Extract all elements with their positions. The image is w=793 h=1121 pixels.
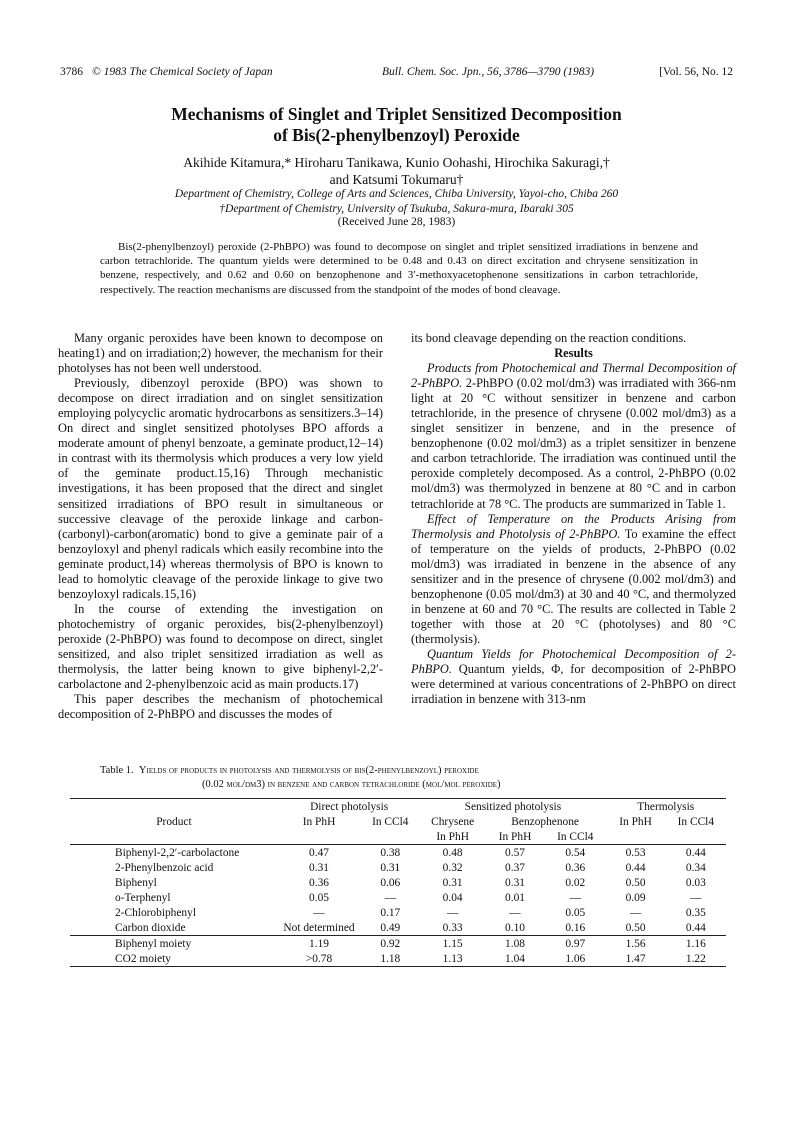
header-ccl4: In CCl4 <box>372 815 409 828</box>
paragraph-continued: its bond cleavage depending on the reaction conditions. <box>411 331 687 345</box>
header-phh: In PhH <box>619 815 652 828</box>
table-cell: 0.44 <box>625 861 646 874</box>
table-cell: 0.53 <box>625 846 646 859</box>
table-cell: 0.44 <box>685 921 706 934</box>
paragraph-lead: Products from Photochemical and Thermal Decomposition of 2-PhBPO. <box>411 361 736 391</box>
table-cell: 0.36 <box>565 861 586 874</box>
table-caption <box>100 764 700 792</box>
authors <box>0 154 793 188</box>
column-right <box>411 331 736 707</box>
row-label: Biphenyl <box>115 876 157 889</box>
table-row <box>70 845 726 861</box>
section-heading-results: Results <box>554 346 593 361</box>
table-cell: 0.31 <box>309 861 329 874</box>
table-cell: 0.34 <box>685 861 706 874</box>
table-cell: — <box>509 906 521 919</box>
table-cell: — <box>446 906 459 919</box>
paragraph <box>411 512 736 647</box>
table-cell: 0.54 <box>565 846 586 859</box>
affiliation-1: Department of Chemistry, College of Arts and Sciences, Chiba University, Yayoi-cho, Chiba 260 <box>174 188 619 200</box>
running-header <box>60 66 733 84</box>
table-row <box>70 875 726 890</box>
header-phh: In PhH <box>436 830 469 843</box>
table-cell: 1.18 <box>380 952 401 965</box>
header-thermolysis: Thermolysis <box>637 800 695 813</box>
table-cell: 0.05 <box>565 906 586 919</box>
row-label: Carbon dioxide <box>115 921 186 934</box>
table-cell: 1.56 <box>625 937 646 950</box>
affiliations <box>0 187 793 217</box>
table-cell: 0.31 <box>380 861 401 874</box>
table-cell: 0.31 <box>505 876 525 889</box>
authors-line-2: and Katsumi Tokumaru† <box>329 172 464 187</box>
table-cell: 1.47 <box>625 952 646 965</box>
title-line-1: Mechanisms of Singlet and Triplet Sensitized Decomposition <box>171 104 622 124</box>
table-cell: 0.09 <box>625 891 646 904</box>
table-row <box>70 936 726 952</box>
table-cell: 0.38 <box>380 846 401 859</box>
table-cell: >0.78 <box>305 952 333 965</box>
table-cell: Not determined <box>283 921 355 934</box>
table-cell: 0.10 <box>505 921 525 934</box>
header-ccl4: In CCl4 <box>677 815 715 828</box>
table-cell: 0.50 <box>625 876 646 889</box>
column-left <box>58 331 383 722</box>
table-cell: 0.49 <box>380 921 401 934</box>
row-label: Biphenyl-2,2′-carbolactone <box>115 846 240 859</box>
table-cell: 0.06 <box>380 876 401 889</box>
table-cell: 0.92 <box>380 937 401 950</box>
table-cell: 1.08 <box>505 937 525 950</box>
header-product: Product <box>156 815 192 828</box>
table-row <box>70 920 726 936</box>
table-cell: 0.05 <box>309 891 329 904</box>
table-cell: — <box>629 906 642 919</box>
journal-citation: Bull. Chem. Soc. Jpn., 56, 3786—3790 (1983) <box>382 66 595 78</box>
paragraph <box>411 361 736 511</box>
table-row <box>70 860 726 875</box>
row-label: 2-Chlorobiphenyl <box>115 906 196 919</box>
header-benzophenone: Benzophenone <box>511 815 579 828</box>
row-label: CO2 moiety <box>115 952 172 965</box>
table-cell: — <box>384 891 396 904</box>
table-label: Table 1. <box>100 765 134 776</box>
table-cell: 1.13 <box>442 952 463 965</box>
table-cell: — <box>313 906 325 919</box>
title-line-2: of Bis(2-phenylbenzoyl) Peroxide <box>273 125 520 145</box>
table-cell: 0.35 <box>685 906 706 919</box>
paragraph: This paper describes the mechanism of photochemical decomposition of 2-PhBPO and discusses the modes of <box>58 692 383 722</box>
paragraph-text: To examine the effect of temperature on the yields of products, 2-PhBPO (0.02 mol/dm3) was irradiated in benzene in the absence of any sensitizer and in the presence of chrysene (0.002 mol/dm3) and benzophenone (0.05 mol/dm3) at 30 and 40 °C, and thermolyzed in benzene at 60 and 70 °C. The results are collected in Table 2 together with those at 20 °C (photolyses) and 80 °C (thermolysis). <box>411 526 736 646</box>
paper-title <box>0 104 793 146</box>
table-cell: 1.15 <box>442 937 463 950</box>
table-cell: 1.19 <box>309 937 329 950</box>
header-phh: In PhH <box>302 815 336 828</box>
table-cell: — <box>690 891 702 904</box>
table-cell: 0.44 <box>685 846 706 859</box>
table-cell: 0.04 <box>442 891 463 904</box>
caption-line-1: Yields of products in photolysis and thermolysis of bis(2-phenylbenzoyl) peroxide <box>138 765 479 776</box>
paragraph: Many organic peroxides have been known to decompose on heating1) and on irradiation;2) however, the mechanism for their photolyses has not been well understood. <box>58 331 383 376</box>
table-cell: 0.47 <box>309 846 329 859</box>
table-cell: 0.01 <box>505 891 525 904</box>
header-sensitized: Sensitized photolysis <box>464 800 562 813</box>
table-cell: 0.48 <box>442 846 463 859</box>
paragraph-text: 2-PhBPO (0.02 mol/dm3) was irradiated with 366-nm light at 20 °C without sensitizer in benzene and carbon tetrachloride, in the presence of chrysene (0.002 mol/dm3) as a singlet sensitizer in benzene, and in the presence of benzophenone (0.02 mol/dm3) as a triplet sensitizer in benzene and carbon tetrachloride. The irradiation was continued until the peroxide completely decomposed. As a control, 2-PhBPO (0.02 mol/dm3) was thermolyzed in benzene at 80 °C and in carbon tetrachloride at 78 °C. The products are summarized in Table 1. <box>411 376 736 511</box>
affiliation-2: †Department of Chemistry, University of Tsukuba, Sakura-mura, Ibaraki 305 <box>219 203 574 215</box>
authors-line-1: Akihide Kitamura,* Hiroharu Tanikawa, Kunio Oohashi, Hirochika Sakuragi,† <box>183 155 610 170</box>
table-cell: — <box>569 891 581 904</box>
table-cell: 0.37 <box>505 861 525 874</box>
paragraph: In the course of extending the investigation on photochemistry of organic peroxides, bis(2-phenylbenzoyl) peroxide (2-PhBPO) was found to decompose on direct, singlet sensitized, and also triplet sensitized irradiation as well as thermolysis, the latter being known to give biphenyl-2,2′-carbolactone and 2-phenylbenzoic acid as main products.17) <box>58 601 383 692</box>
row-label: Biphenyl moiety <box>115 937 192 950</box>
table-row <box>70 905 726 920</box>
table-cell: 0.97 <box>565 937 586 950</box>
header-phh: In PhH <box>498 830 532 843</box>
page-number: 3786 <box>60 66 83 78</box>
abstract: Bis(2-phenylbenzoyl) peroxide (2-PhBPO) was found to decompose on singlet and triplet sensitized irradiations in benzene and carbon tetrachloride. The quantum yields were determined to be 0.48 and 0.43 on direct excitation and chrysene sensitization in benzene, respectively, and 0.62 and 0.60 on benzophenone and 3′-methoxyacetophenone sensitizations in carbon tetrachloride, respectively. The reaction mechanisms are discussed from the standpoint of the modes of bond cleavage. <box>100 241 698 296</box>
table-row <box>70 951 726 967</box>
table-cell: 0.16 <box>565 921 586 934</box>
table-row <box>70 890 726 905</box>
table-cell: 0.02 <box>565 876 586 889</box>
volume-info: [Vol. 56, No. 12 <box>659 66 733 78</box>
header-ccl4: In CCl4 <box>557 830 594 843</box>
table-cell: 1.22 <box>685 952 706 965</box>
paragraph-lead: Quantum Yields for Photochemical Decomposition of 2-PhBPO. <box>411 646 736 677</box>
table-cell: 0.57 <box>505 846 525 859</box>
table-cell: 0.36 <box>309 876 329 889</box>
table-cell: 0.32 <box>442 861 463 874</box>
table-cell: 0.17 <box>380 906 401 919</box>
paragraph-lead: Effect of Temperature on the Products Arising from Thermolysis and Photolysis of 2-PhBPO. <box>411 511 736 541</box>
caption-line-2: (0.02 mol/dm3) in benzene and carbon tetrachloride (mol/mol peroxide) <box>202 779 501 790</box>
row-label: 2-Phenylbenzoic acid <box>115 861 214 874</box>
table-1 <box>70 798 726 967</box>
table-cell: 0.03 <box>685 876 706 889</box>
table-cell: 1.04 <box>505 952 525 965</box>
header-chrysene: Chrysene <box>431 815 475 828</box>
header-direct: Direct photolysis <box>310 800 389 813</box>
table-cell: 0.50 <box>625 921 646 934</box>
copyright: © 1983 The Chemical Society of Japan <box>92 66 273 78</box>
table-cell: 0.31 <box>442 876 463 889</box>
table-cell: 1.06 <box>565 952 586 965</box>
row-label: o-Terphenyl <box>115 891 171 904</box>
table-cell: 1.16 <box>685 937 706 950</box>
paragraph-text: Quantum yields, Φ, for decomposition of 2-PhBPO were determined at various concentrations of 2-PhBPO on direct irradiation in benzene with 313-nm <box>411 662 736 707</box>
received-date: (Received June 28, 1983) <box>337 216 456 228</box>
paragraph: Previously, dibenzoyl peroxide (BPO) was shown to decompose on direct irradiation and on singlet sensitization employing polycyclic aromatic hydrocarbons as sensitizers.3–14) On direct and singlet sensitized photolyses BPO affords a moderate amount of phenyl benzoate, a geminate product,12–14) in contrast with its thermolysis which produces a very low yield of the geminate product.15,16) Through mechanistic investigations, it has been proposed that the direct and singlet sensitized irradiations of BPO result in simultaneous or successive cleavage of the peroxide linkage and carbon-(carbonyl)-carbon(aromatic) bond to give a geminate pair of a benzoyloxyl and phenyl radicals which easily recombine into the geminate product,14) whereas thermolysis of BPO is known to lead to homolytic cleavage of the peroxide linkage to give two benzoyloxyl radicals.15,16) <box>58 376 383 601</box>
table-cell: 0.33 <box>442 921 463 934</box>
paragraph <box>411 647 736 707</box>
